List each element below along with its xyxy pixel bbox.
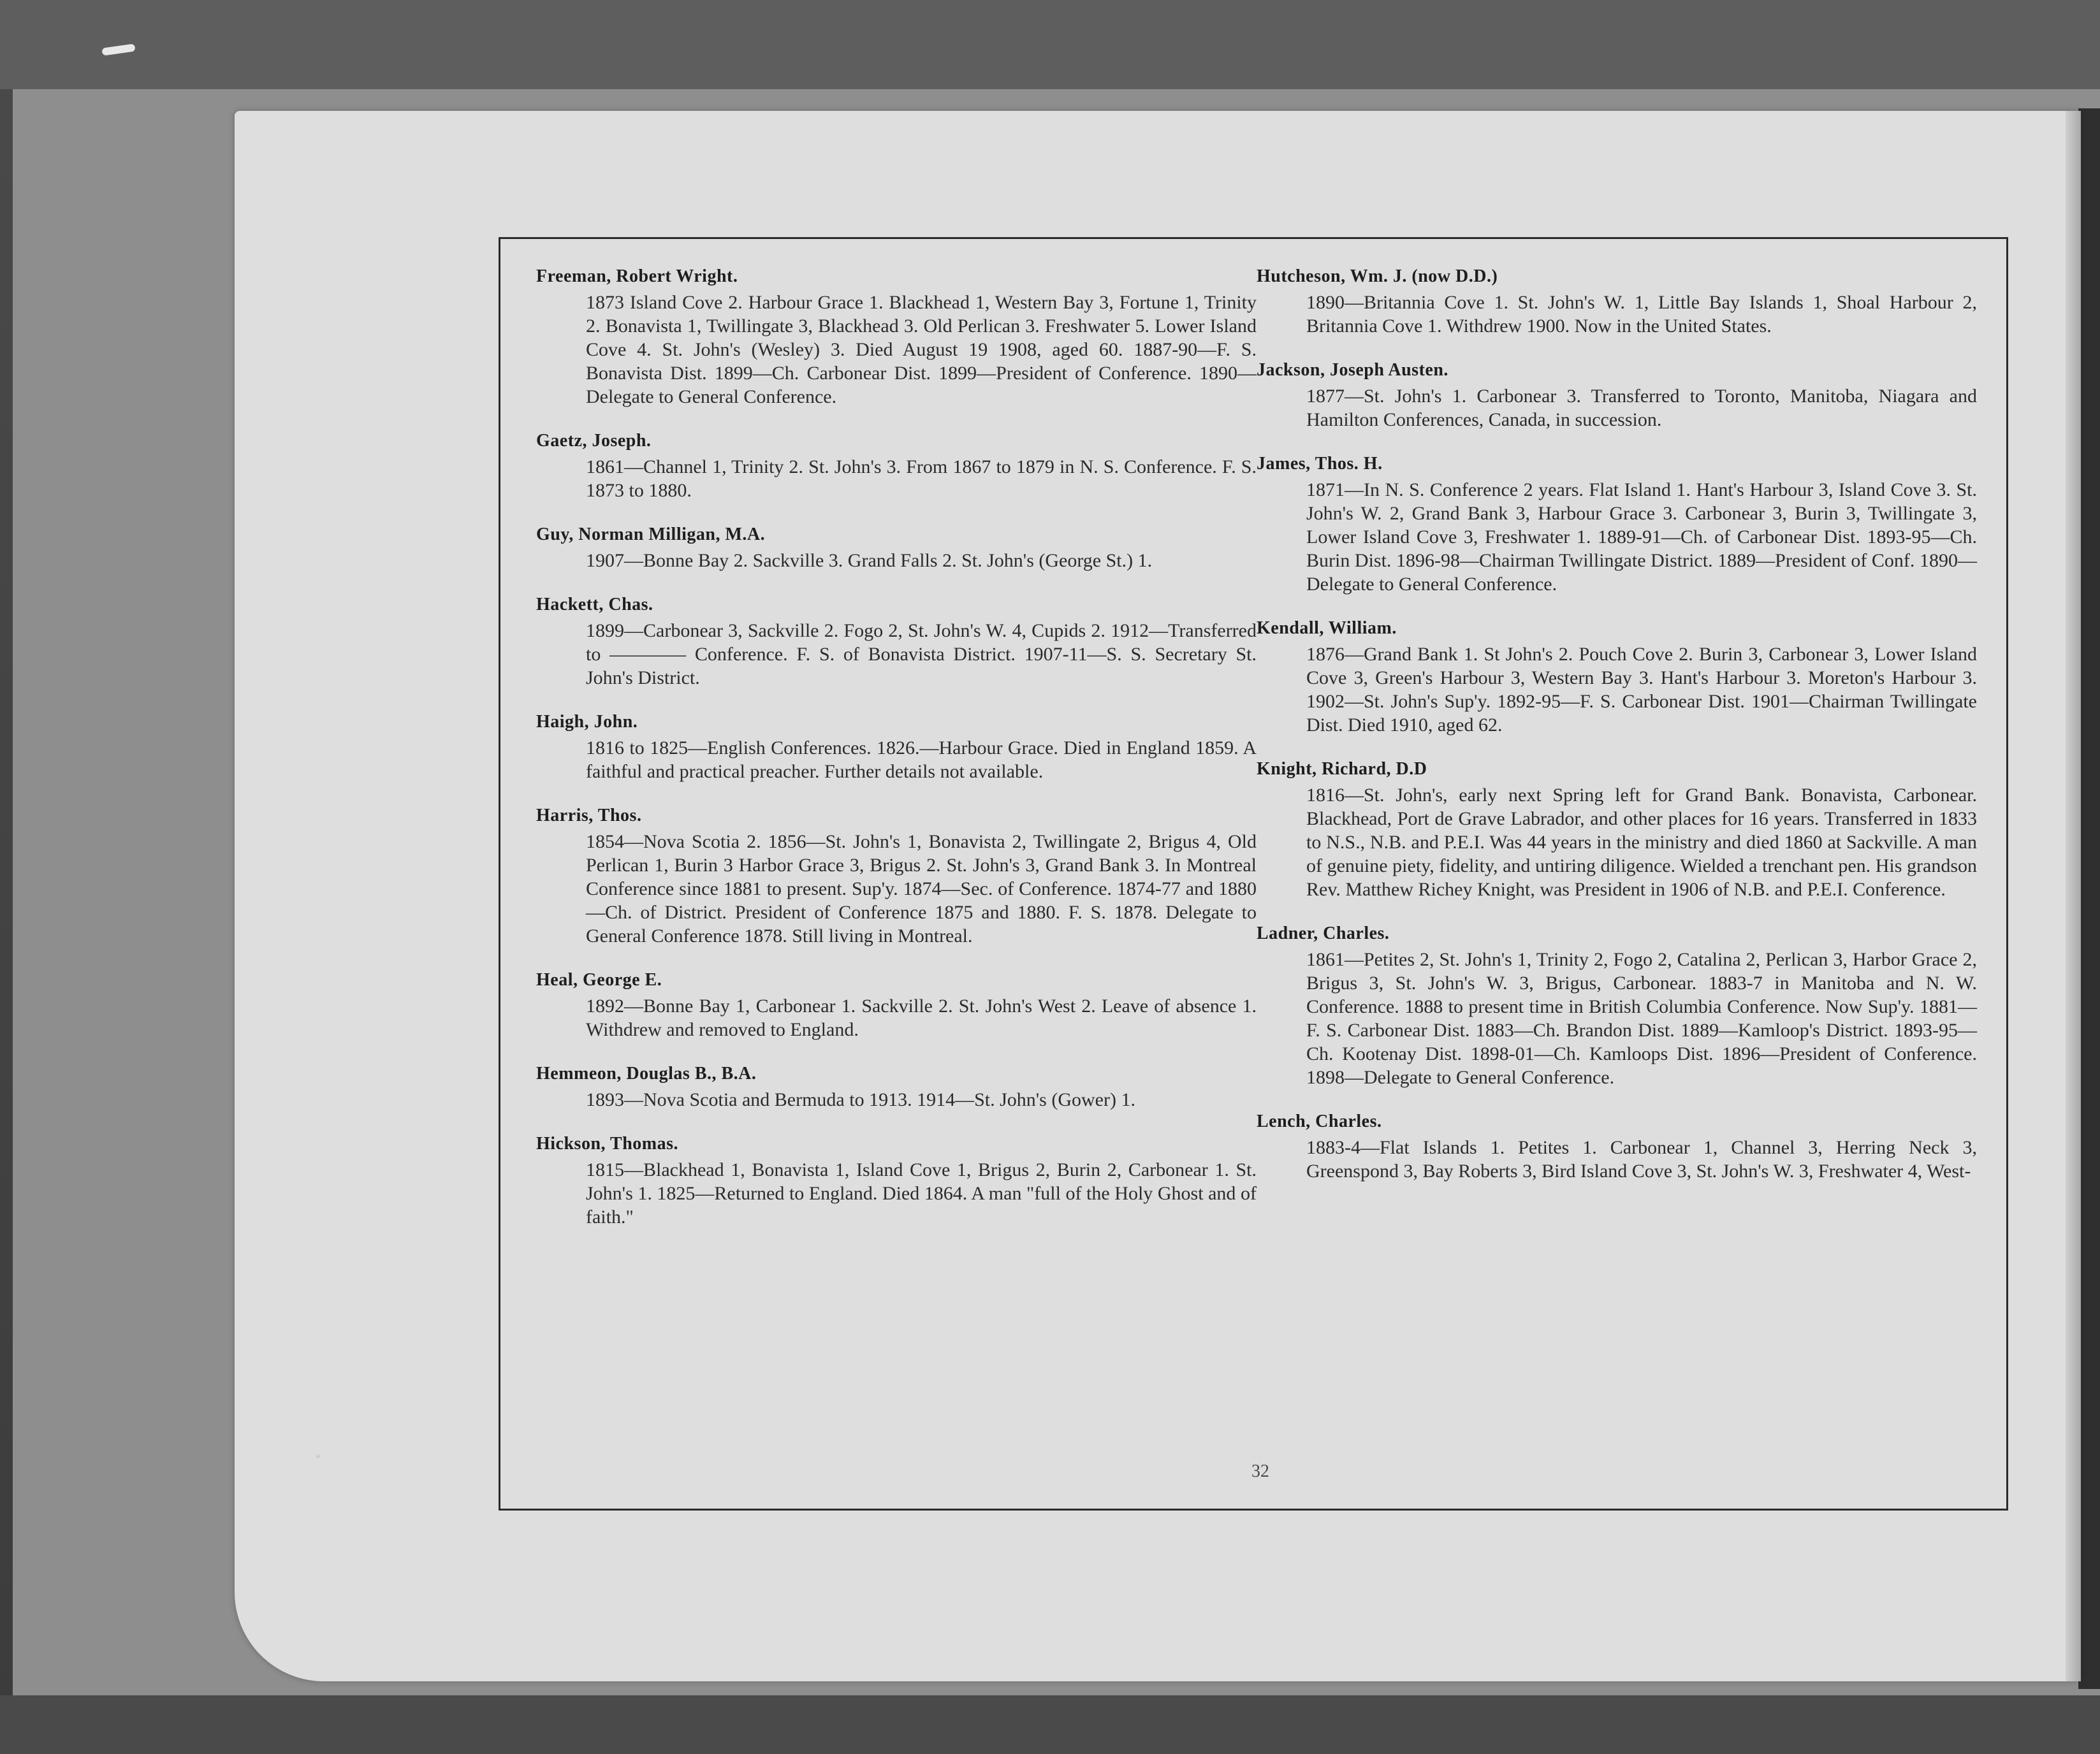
entry-name: Hickson, Thomas. (536, 1134, 678, 1154)
entry-name: Knight, Richard, D.D (1257, 759, 1427, 779)
entry-name: Lench, Charles. (1257, 1112, 1382, 1131)
entry-text: 1873 Island Cove 2. Harbour Grace 1. Blackhead 1, Western Bay 3, Fortune 1, Trinity 2. Bonavista 1, Twillingate 3, Blackhead 3. Old Perlican 3. Freshwater 5. Lower Island Cove 4. St. John's (Wesley) 3. Died August 19 1908, aged 60. 1887-90—F. S. Bonavista Dist. 1899—Ch. Carbonear Dist. 1899—President of Conference. 1890—Delegate to General Conference. (586, 292, 1257, 407)
board-edge-shadow (2078, 108, 2100, 1689)
entry-name: Kendall, William. (1257, 618, 1397, 638)
biography-entry (1257, 757, 1977, 901)
page-number: 32 (1251, 1461, 1269, 1481)
left-column (536, 265, 1257, 1249)
biography-entry (1257, 265, 1977, 338)
right-column (1257, 265, 1977, 1203)
biography-entry (536, 710, 1257, 783)
scanner-top-band (0, 0, 2100, 89)
biography-entry (1257, 1110, 1977, 1183)
entry-name: Freeman, Robert Wright. (536, 266, 738, 286)
entry-text: 1892—Bonne Bay 1, Carbonear 1. Sackville 2. St. John's West 2. Leave of absence 1. Withdrew and removed to England. (586, 996, 1257, 1040)
entry-name: James, Thos. H. (1257, 454, 1383, 474)
entry-text: 1861—Petites 2, St. John's 1, Trinity 2, Fogo 2, Catalina 2, Perlican 3, Harbor Grace 2, Brigus 3, St. John's W. 3, Brigus, Carbonear. 1883-7 in Manitoba and N. W. Conference. 1888 to present time in British Columbia Conference. Now Sup'y. 1881—F. S. Carbonear Dist. 1883—Ch. Brandon Dist. 1889—Kamloop's District. 1893-95—Ch. Kootenay Dist. 1898-01—Ch. Kamloops Dist. 1896—President of Conference. 1898—Delegate to General Conference. (1306, 949, 1977, 1088)
scanner-bottom-band (0, 1695, 2100, 1754)
biography-entry (1257, 358, 1977, 431)
entry-text: 1854—Nova Scotia 2. 1856—St. John's 1, Bonavista 2, Twillingate 2, Brigus 4, Old Perlican 1, Burin 3 Harbor Grace 3, Brigus 2. St. John's 3, Grand Bank 3. In Montreal Conference since 1881 to present. Sup'y. 1874—Sec. of Conference. 1874-77 and 1880—Ch. of District. President of Conference 1875 and 1880. F. S. 1878. Delegate to General Conference 1878. Still living in Montreal. (586, 831, 1257, 946)
page-spine (2066, 111, 2081, 1681)
entry-name: Harris, Thos. (536, 806, 642, 825)
entry-name: Jackson, Joseph Austen. (1257, 360, 1448, 380)
biography-entry (536, 523, 1257, 572)
entry-text: 1816 to 1825—English Conferences. 1826.—Harbour Grace. Died in England 1859. A faithful and practical preacher. Further details not available. (586, 737, 1257, 782)
entry-text: 1815—Blackhead 1, Bonavista 1, Island Cove 1, Brigus 2, Burin 2, Carbonear 1. St. John's 1. 1825—Returned to England. Died 1864. A man "full of the Holy Ghost and of faith." (586, 1159, 1257, 1228)
biography-entry (536, 265, 1257, 409)
entry-text: 1877—St. John's 1. Carbonear 3. Transferred to Toronto, Manitoba, Niagara and Hamilton Conferences, Canada, in succession. (1306, 386, 1977, 430)
entry-name: Gaetz, Joseph. (536, 431, 652, 451)
entry-text: 1876—Grand Bank 1. St John's 2. Pouch Cove 2. Burin 3, Carbonear 3, Lower Island Cove 3, Green's Harbour 3, Western Bay 3. Hant's Harbour 3. Moreton's Harbour 3. 1902—St. John's Sup'y. 1892-95—F. S. Carbonear Dist. 1901—Chairman Twillingate Dist. Died 1910, aged 62. (1306, 644, 1977, 736)
biography-entry (536, 1132, 1257, 1229)
entry-name: Hackett, Chas. (536, 595, 653, 614)
biography-entry (1257, 452, 1977, 596)
entry-text: 1816—St. John's, early next Spring left for Grand Bank. Bonavista, Carbonear. Blackhead, Port de Grave Labrador, and other places for 16 years. Transferred in 1833 to N.S., N.B. and P.E.I. Was 44 years in the ministry and died 1860 at Sackville. A man of genuine piety, fidelity, and untiring diligence. Wielded a trenchant pen. His grandson Rev. Matthew Richey Knight, was President in 1906 of N.B. and P.E.I. Conference. (1306, 785, 1977, 900)
biography-entry (536, 429, 1257, 502)
biography-entry (1257, 616, 1977, 737)
entry-name: Hutcheson, Wm. J. (now D.D.) (1257, 266, 1498, 286)
entry-text: 1871—In N. S. Conference 2 years. Flat Island 1. Hant's Harbour 3, Island Cove 3. St. John's W. 2, Grand Bank 3, Harbour Grace 3. Carbonear 3, Burin 3, Twillingate 3, Lower Island Cove 3, Freshwater 1. 1889-91—Ch. of Carbonear Dist. 1893-95—Ch. Burin Dist. 1896-98—Chairman Twillingate District. 1889—President of Conf. 1890—Delegate to General Conference. (1306, 479, 1977, 595)
biography-entry (536, 968, 1257, 1041)
biography-entry (536, 1062, 1257, 1112)
entry-text: 1883-4—Flat Islands 1. Petites 1. Carbonear 1, Channel 3, Herring Neck 3, Greenspond 3, Bay Roberts 3, Bird Island Cove 3, St. John's W. 3, Freshwater 4, West- (1306, 1137, 1977, 1182)
entry-text: 1861—Channel 1, Trinity 2. St. John's 3. From 1867 to 1879 in N. S. Conference. F. S. 1873 to 1880. (586, 456, 1257, 501)
speck (316, 1454, 320, 1458)
biography-entry (536, 804, 1257, 948)
entry-name: Ladner, Charles. (1257, 924, 1390, 943)
entry-text: 1899—Carbonear 3, Sackville 2. Fogo 2, St. John's W. 4, Cupids 2. 1912—Transferred to ———— Conference. F. S. of Bonavista District. 1907-11—S. S. Secretary St. John's District. (586, 620, 1257, 688)
entry-text: 1890—Britannia Cove 1. St. John's W. 1, Little Bay Islands 1, Shoal Harbour 2, Britannia Cove 1. Withdrew 1900. Now in the United States. (1306, 292, 1977, 337)
biography-entry (536, 593, 1257, 690)
entry-text: 1907—Bonne Bay 2. Sackville 3. Grand Falls 2. St. John's (George St.) 1. (586, 550, 1153, 571)
entry-name: Haigh, John. (536, 712, 638, 732)
biography-entry (1257, 922, 1977, 1089)
entry-text: 1893—Nova Scotia and Bermuda to 1913. 1914—St. John's (Gower) 1. (586, 1089, 1135, 1110)
entry-name: Heal, George E. (536, 970, 662, 990)
entry-name: Hemmeon, Douglas B., B.A. (536, 1064, 757, 1084)
entry-name: Guy, Norman Milligan, M.A. (536, 525, 766, 544)
text-frame (499, 237, 2008, 1511)
